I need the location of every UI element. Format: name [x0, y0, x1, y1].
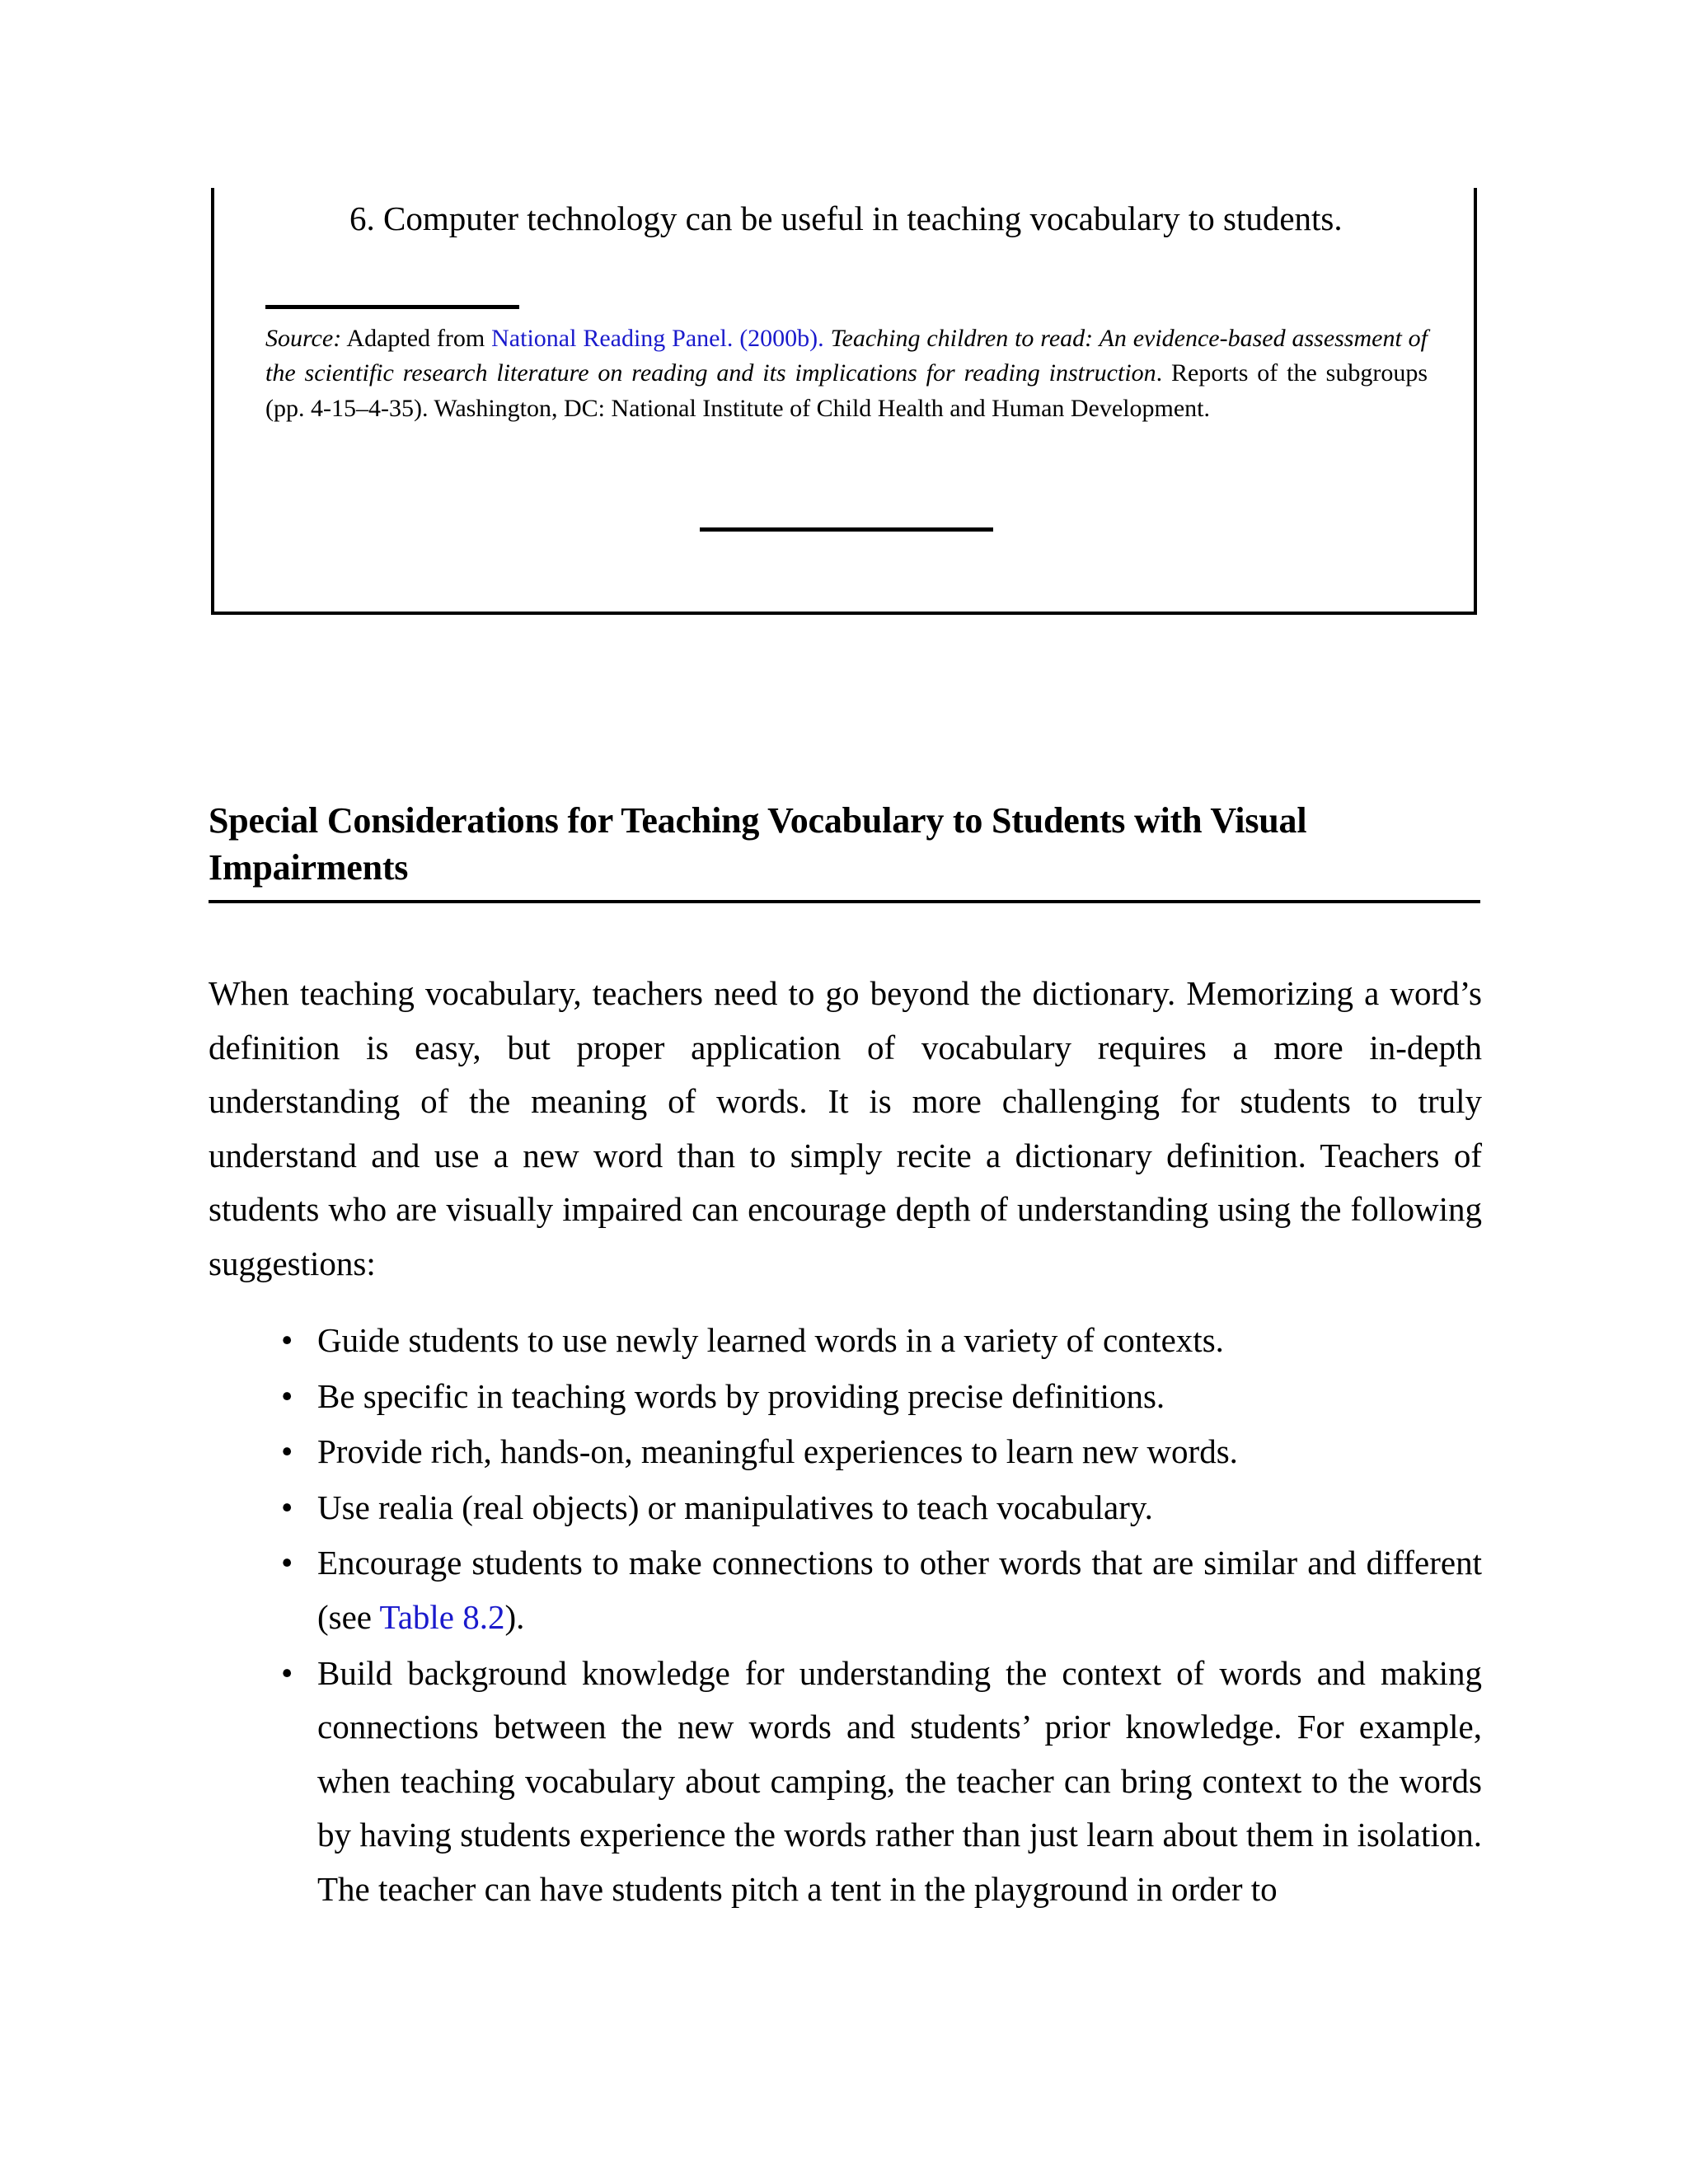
intro-paragraph: When teaching vocabulary, teachers need to go beyond the dictionary. Memorizing a word’s definition is easy, but proper application of vocabulary requires a more in-depth understanding of the meaning of words. It is more challenging for students to truly understand and use a new word than to simply recite a dictionary definition. Teachers of students who are visually impaired can encourage depth of understanding using the following suggestions: [209, 974, 1482, 1282]
list-item [209, 1647, 1482, 1917]
source-publication-details: . Reports of the subgroups (pp. 4-15–4-35). Washington, DC: National Institute of Child Health and Human Development. [265, 359, 1428, 422]
bullet-icon: • [281, 1488, 293, 1526]
bullet-icon: • [281, 1321, 293, 1359]
list-item-text: Use realia (real objects) or manipulatives to teach vocabulary. [317, 1488, 1153, 1526]
bullet-icon: • [281, 1376, 293, 1415]
list-item-text: Computer technology can be useful in teaching vocabulary to students. [383, 199, 1343, 237]
list-item-text: Encourage students to make connections to other words that are similar and different (see [317, 1544, 1482, 1636]
list-item-text-tail: ). [504, 1597, 525, 1636]
footnote-separator-rule [265, 305, 519, 309]
source-work-title: Teaching children to read: An evidence-based assessment of the scientific research literature on reading and its implications for reading instruction [265, 325, 1428, 387]
numbered-list-item [349, 196, 1459, 241]
list-item [209, 1370, 1482, 1424]
source-adapted-from: Adapted from [346, 325, 485, 352]
bullet-icon: • [281, 1544, 293, 1582]
list-item [209, 1481, 1482, 1535]
list-item [209, 1425, 1482, 1479]
box-closing-rule [700, 527, 993, 532]
source-citation [265, 321, 1428, 426]
bullet-icon: • [281, 1432, 293, 1471]
list-item [209, 1536, 1482, 1644]
source-label: Source: [265, 325, 342, 352]
list-item-text: Be specific in teaching words by providing precise definitions. [317, 1376, 1165, 1415]
section-heading: Special Considerations for Teaching Vocabulary to Students with Visual Impairments [209, 799, 1307, 888]
bullet-icon: • [281, 1653, 293, 1692]
heading-underline-rule [209, 900, 1480, 903]
list-item-text: Build background knowledge for understanding the context of words and making connections between the new words and students’ prior knowledge. For example, when teaching vocabulary about camping, the teacher can bring context to the words by having students experience the words rather than just learn about them in isolation. The teacher can have students pitch a tent in the playground in order to [317, 1653, 1482, 1908]
list-item-text: Provide rich, hands-on, meaningful experiences to learn new words. [317, 1432, 1238, 1471]
list-item [209, 1314, 1482, 1368]
source-reference-link[interactable]: National Reading Panel. (2000b). [491, 325, 824, 352]
list-item-number: 6. [349, 199, 375, 237]
feature-box [211, 188, 1477, 615]
suggestions-list [209, 1314, 1482, 1919]
list-item-text: Guide students to use newly learned words in a variety of contexts. [317, 1321, 1224, 1359]
table-reference-link[interactable]: Table 8.2 [379, 1597, 505, 1636]
